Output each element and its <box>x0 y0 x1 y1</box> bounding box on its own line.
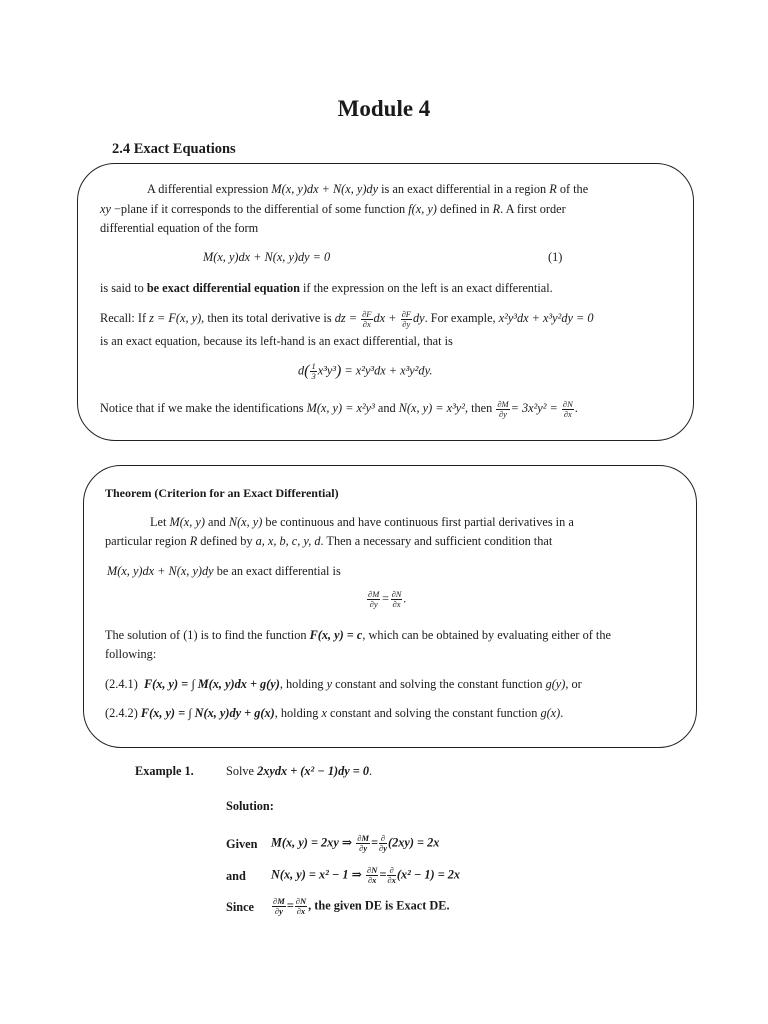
formula-2-4-1: (2.4.1) F(x, y) = ∫ M(x, y)dx + g(y), holding y constant and solving the constant function g(y), or <box>105 677 582 691</box>
page-title: Module 4 <box>337 96 431 121</box>
fraction-dF-dx: $\frac{\partial F}{\partial x}$ <box>362 308 372 329</box>
exact-definition-line: is said to be exact differential equation if the expression on the left is an exact differential. <box>100 281 553 295</box>
theorem-line-1: Let M(x, y) and N(x, y) be continuous and have continuous first partial derivatives in a <box>150 515 574 529</box>
section-heading: 2.4 Exact Equations <box>112 141 236 157</box>
equation-1-number: (1) <box>548 250 563 264</box>
notice-line: Notice that if we make the identifications M(x, y) = x²y³ and N(x, y) = x³y², then $\frac{\partial M}{\partial y}$ = 3x²y² = $\frac{\partial N}{\partial x}$ . <box>100 398 578 419</box>
example-problem: Solve 2xydx + (x² − 1)dy = 0. <box>226 764 373 778</box>
definition-line-1: A differential expression M(x, y)dx + N(x, y)dy is an exact differential in a region R of the <box>147 182 589 196</box>
example-label: Example 1. <box>135 764 194 778</box>
since-conclusion: $\frac{\partial M}{\partial y}$ = $\frac{\partial N}{\partial x}$ , the given DE is Exact DE. <box>273 896 450 916</box>
and-label: and <box>226 869 246 883</box>
given-label: Given <box>226 837 258 851</box>
exact-equation-line: is an exact equation, because its left-hand is an exact differential, that is <box>100 334 453 348</box>
fraction-dM-dy: $\frac{\partial M}{\partial y}$ <box>497 398 509 419</box>
exactness-condition: $\frac{\partial M}{\partial y}$ = $\frac{\partial N}{\partial x}$ . <box>368 589 407 609</box>
equation-1: M(x, y)dx + N(x, y)dy = 0 <box>203 250 331 264</box>
fraction-dN-dx: $\frac{\partial N}{\partial x}$ <box>562 398 573 419</box>
definition-line-2: xy −plane if it corresponds to the differential of some function f(x, y) defined in R. A first order <box>100 202 566 216</box>
fraction-dF-dy: $\frac{\partial F}{\partial y}$ <box>401 308 411 329</box>
since-label: Since <box>226 900 255 914</box>
solution-label: Solution: <box>226 799 274 813</box>
solution-method-line-1: The solution of (1) is to find the function F(x, y) = c, which can be obtained by evaluating either of the <box>105 628 611 642</box>
recall-line: Recall: If z = F(x, y), then its total derivative is dz = $\frac{\partial F}{\partial x}$ dx + $\frac{\partial F}{\partial y}$ dy. For example, x²y³dx + x³y²dy = 0 <box>100 308 594 329</box>
differential-identity: d( $\frac{1}{3}$ x³y³) = x²y³dx + x³y²dy. <box>298 361 433 381</box>
given-derivation: M(x, y) = 2xy ⇒ $\frac{\partial M}{\partial y}$ = $\frac{\partial}{\partial y}$ (2xy) = 2x <box>271 833 440 853</box>
and-derivation: N(x, y) = x² − 1 ⇒ $\frac{\partial N}{\partial x}$ = $\frac{\partial}{\partial x}$ (x² − 1) = 2x <box>271 865 461 885</box>
theorem-line-3: M(x, y)dx + N(x, y)dy be an exact differential is <box>107 564 341 578</box>
formula-2-4-2: (2.4.2) F(x, y) = ∫ N(x, y)dy + g(x), holding x constant and solving the constant function g(x). <box>105 706 564 720</box>
theorem-heading: Theorem (Criterion for an Exact Differential) <box>105 486 339 500</box>
solution-method-line-2: following: <box>105 647 157 661</box>
theorem-line-2: particular region R defined by a, x, b, c, y, d. Then a necessary and sufficient condition that <box>105 534 553 548</box>
definition-line-3: differential equation of the form <box>100 221 259 235</box>
